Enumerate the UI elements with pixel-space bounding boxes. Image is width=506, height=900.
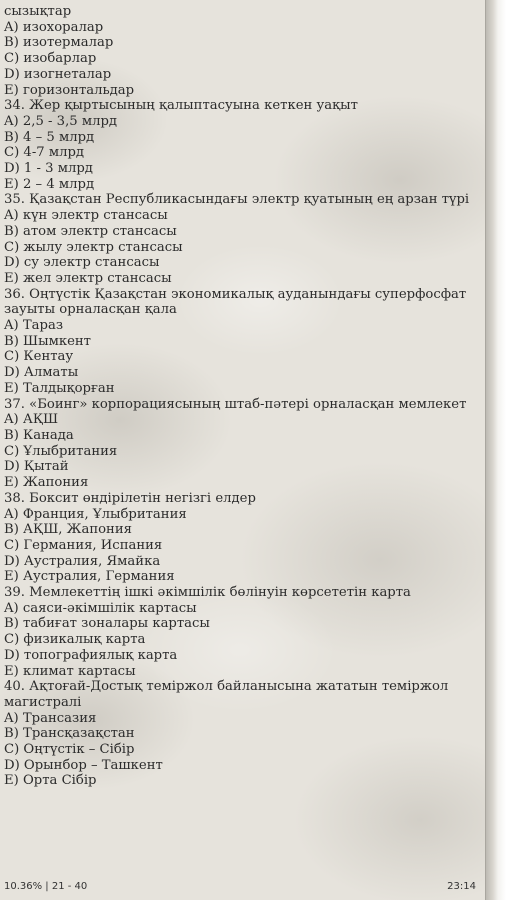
answer-option: B) Шымкент: [4, 333, 91, 349]
answer-option: D) 1 - 3 млрд: [4, 161, 93, 177]
answer-option: A) Трансазия: [4, 710, 97, 726]
question-40: 40. Ақтоғай-Достық теміржол байланысына жататын теміржол магистралі: [4, 679, 449, 710]
answer-option: D) Орынбор – Ташкент: [4, 757, 163, 773]
reading-progress: 10.36% | 21 - 40: [4, 881, 88, 892]
answer-option: A) Тараз: [4, 318, 64, 334]
answer-option: B) АҚШ, Жапония: [4, 522, 132, 538]
answer-option: E) жел электр стансасы: [4, 270, 172, 286]
answer-option: B) Трансқазақстан: [4, 726, 135, 742]
question-35: 35. Қазақстан Республикасындағы электр қуатының ең арзан түрі: [4, 192, 470, 208]
answer-option: C) 4-7 млрд: [4, 145, 85, 161]
question-34: 34. Жер қыртысының қалыптасуына кеткен уақыт: [4, 98, 358, 114]
answer-option: D) топографиялық карта: [4, 647, 178, 663]
answer-option: B) Канада: [4, 427, 74, 443]
answer-option: C) жылу электр стансасы: [4, 239, 183, 255]
answer-option: A) күн электр стансасы: [4, 208, 168, 224]
answer-option: B) 4 – 5 млрд: [4, 129, 95, 145]
text-line: сызықтар: [4, 4, 72, 19]
answer-option: C) Оңтүстік – Сібір: [4, 742, 135, 758]
answer-option: D) су электр стансасы: [4, 255, 160, 271]
answer-option: D) Аустралия, Ямайка: [4, 553, 161, 569]
answer-option: C) Германия, Испания: [4, 537, 163, 553]
answer-option: E) 2 – 4 млрд: [4, 176, 95, 192]
answer-option: C) Кентау: [4, 349, 74, 365]
answer-option: E) Жапония: [4, 475, 89, 491]
answer-option: B) атом электр стансасы: [4, 223, 177, 239]
answer-option: A) Франция, Ұлыбритания: [4, 506, 187, 522]
answer-option: D) Алматы: [4, 365, 79, 381]
question-36: 36. Оңтүстік Қазақстан экономикалық ауданындағы суперфосфат зауыты орналасқан қала: [4, 286, 467, 318]
question-39: 39. Мемлекеттің ішкі әкімшілік бөлінуін көрсететін карта: [4, 585, 411, 601]
answer-option: C) физикалық карта: [4, 632, 146, 648]
clock-time: 23:14: [447, 881, 476, 892]
answer-option: C) Ұлыбритания: [4, 443, 118, 459]
answer-option: D) изогнеталар: [4, 66, 112, 82]
answer-option: E) горизонтальдар: [4, 82, 135, 98]
answer-option: E) Аустралия, Германия: [4, 569, 175, 585]
answer-option: A) саяси-әкімшілік картасы: [4, 600, 197, 616]
answer-option: E) Талдықорған: [4, 380, 115, 396]
answer-option: A) АҚШ: [4, 412, 59, 428]
answer-option: A) изохоралар: [4, 19, 104, 35]
question-37: 37. «Боинг» корпорациясының штаб-пәтері орналасқан мемлекет: [4, 396, 467, 412]
answer-option: B) изотермалар: [4, 35, 114, 51]
answer-option: E) климат картасы: [4, 663, 136, 679]
page-curl-edge[interactable]: [485, 0, 506, 900]
answer-option: B) табиғат зоналары картасы: [4, 616, 210, 632]
answer-option: D) Қытай: [4, 459, 69, 475]
book-page-text[interactable]: [4, 4, 480, 789]
answer-option: A) 2,5 - 3,5 млрд: [4, 113, 118, 129]
answer-option: E) Орта Сібір: [4, 773, 97, 789]
question-38: 38. Боксит өндірілетін негізгі елдер: [4, 490, 256, 506]
answer-option: C) изобарлар: [4, 51, 97, 67]
